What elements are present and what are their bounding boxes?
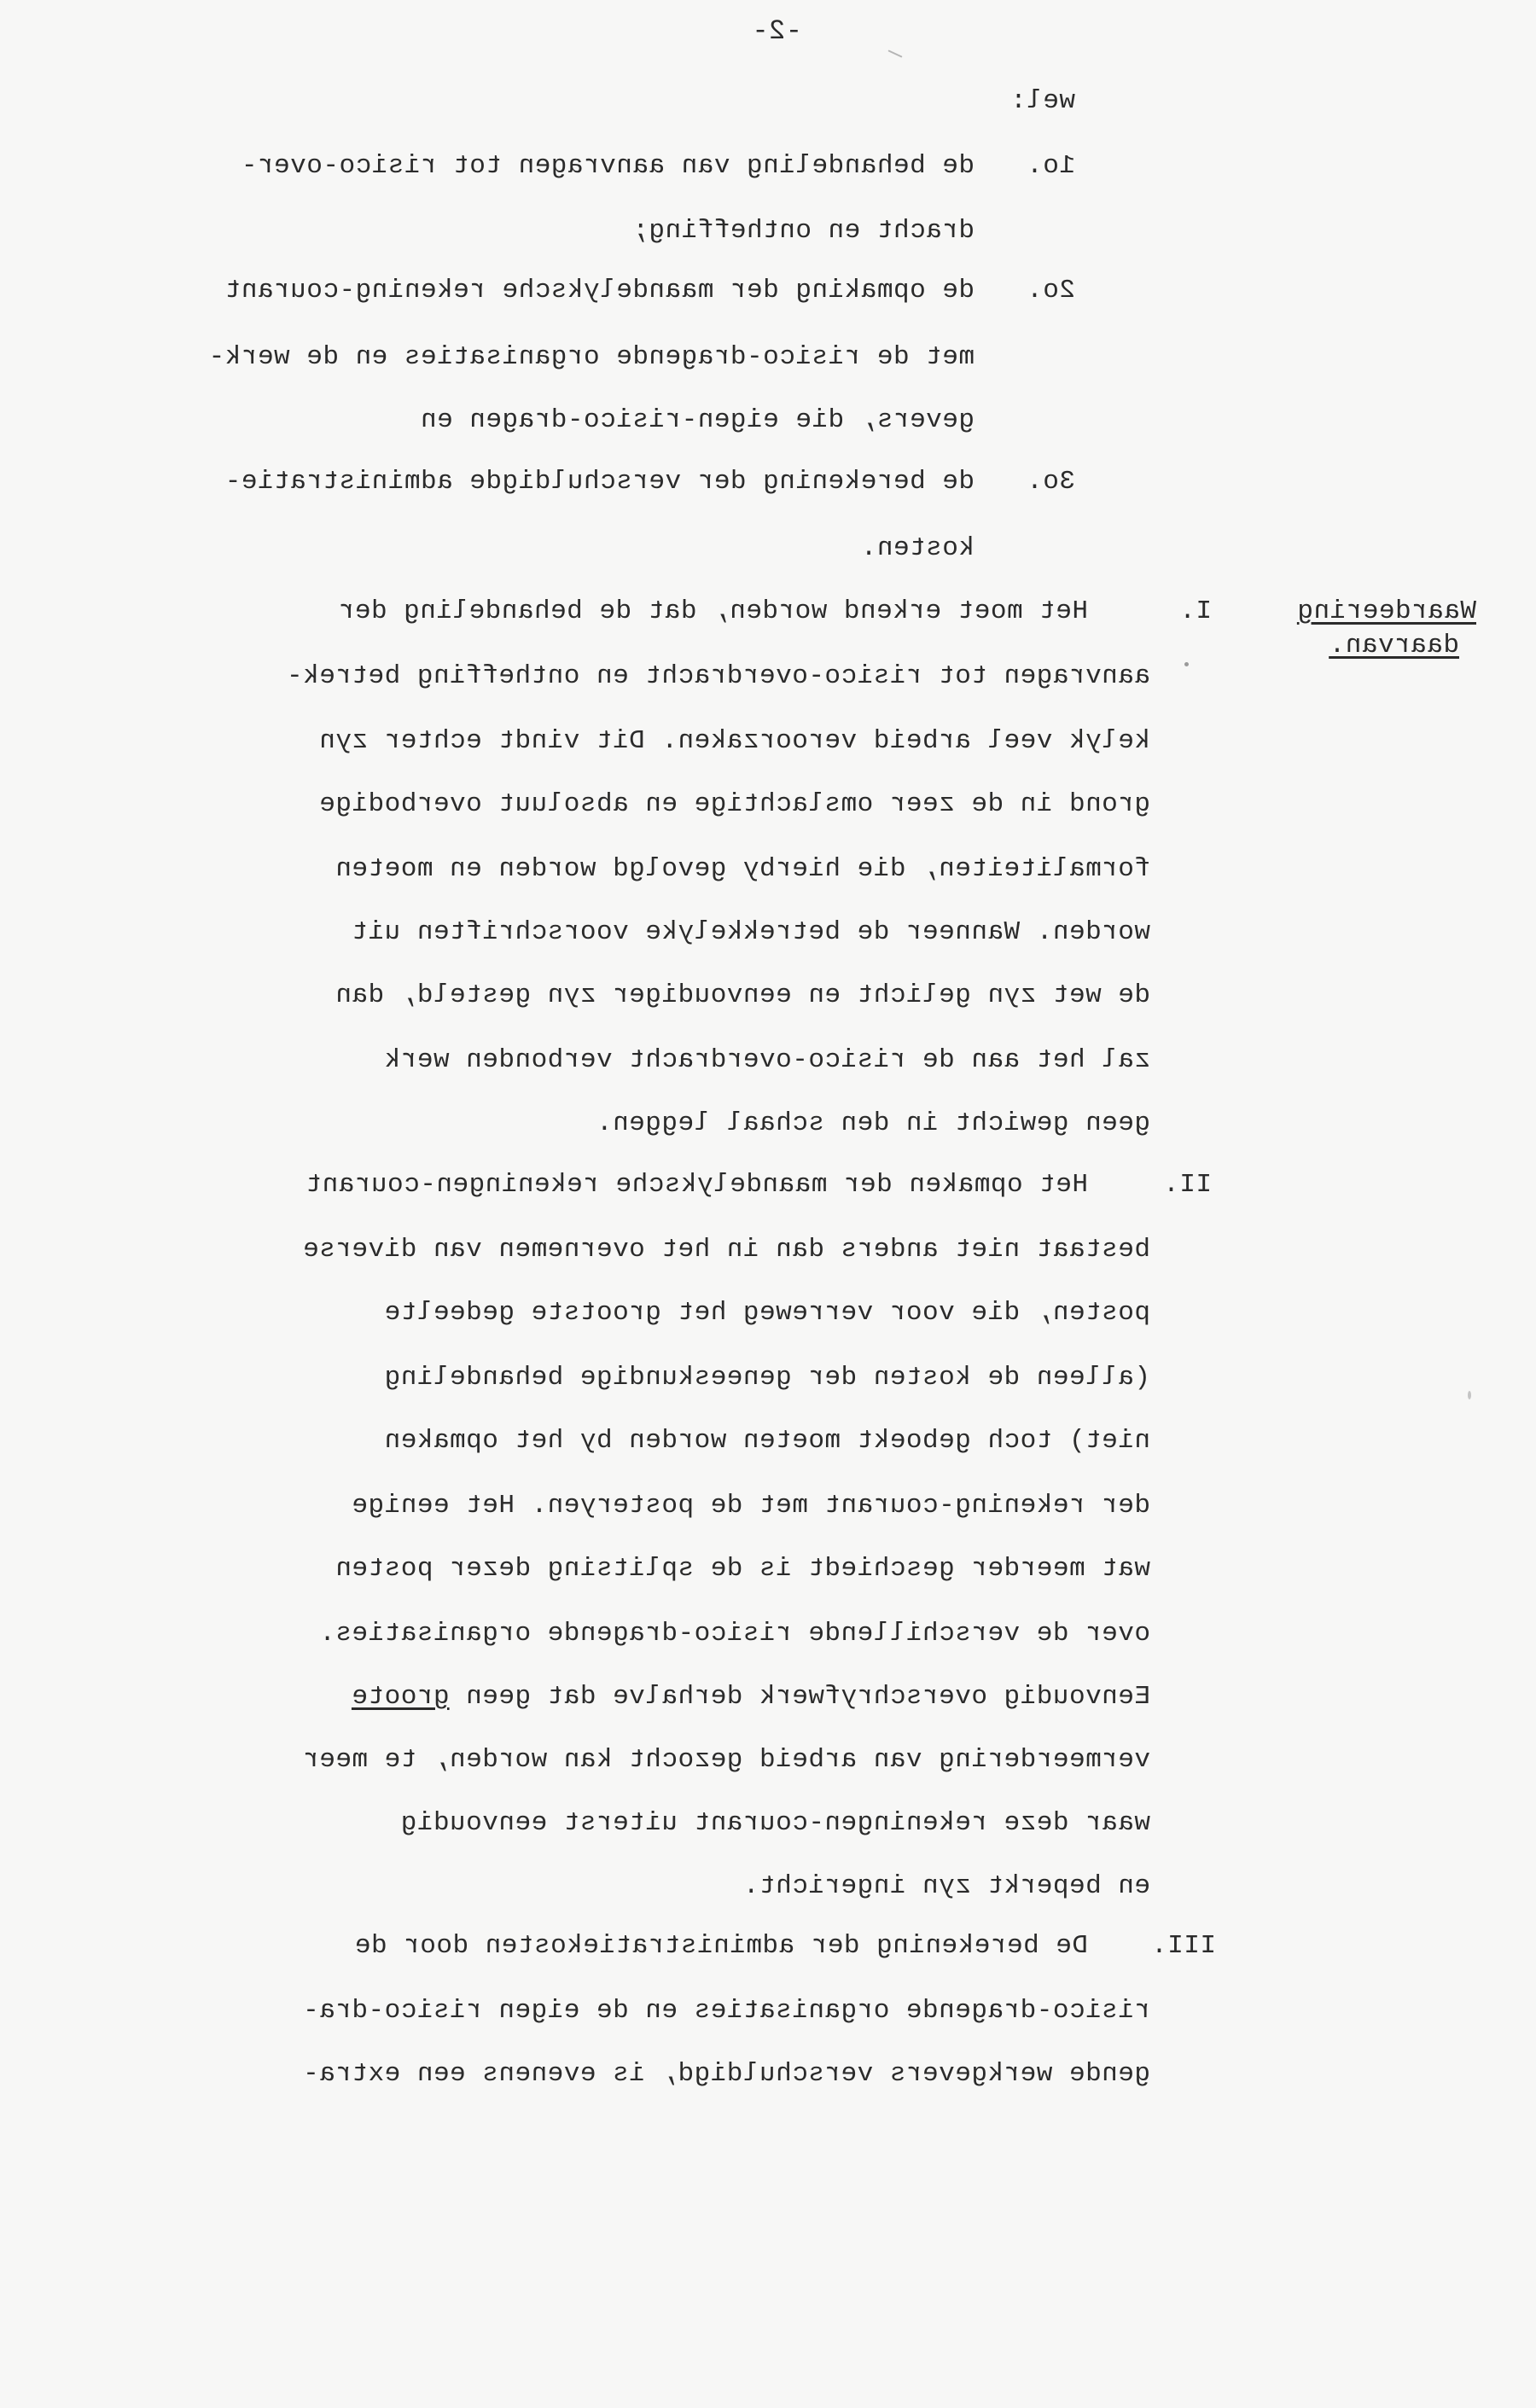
section-line: gende werkgevers verschuldigd, is evenens een extra-: [302, 2059, 1150, 2089]
section-line: [352, 1683, 1150, 1712]
section-line: De berekening der administratiekosten door de: [354, 1931, 1088, 1961]
section-line: vermeerdering van arbeid gezocht kan worden, te meer: [302, 1745, 1150, 1775]
page-number: -2-: [751, 15, 802, 47]
scan-speck: [1184, 662, 1189, 666]
section-line: kelyk veel arbeid veroorzaken. Dit vindt echter zyn: [318, 726, 1150, 756]
list-item-line: de behandeling van aanvragen tot risico-over-: [241, 151, 975, 181]
section-line: zal het aan de risico-overdracht verbonden werk: [384, 1045, 1150, 1075]
list-item-number: 3o.: [1026, 467, 1075, 497]
section-line: de wet zyn gelicht en eenvoudiger zyn gesteld, dan: [335, 980, 1150, 1010]
section-line: over de verschillende risico-dragende organisaties.: [318, 1619, 1150, 1649]
list-item-number: 2o.: [1026, 276, 1075, 305]
section-line: wat meerder geschiedt is de splitsing dezer posten: [335, 1554, 1150, 1584]
list-item-line: met de risico-dragende organisaties en de werk-: [208, 342, 975, 372]
section-line: risico-dragende organisaties en de eigen risico-dra-: [302, 1996, 1150, 2026]
margin-heading-line2: daarvan.: [1329, 631, 1459, 660]
section-line-text: Eenvoudig overschryfwerk derhalve dat geen: [449, 1682, 1150, 1712]
section-line: Het opmaken der maandelyksche rekeningen-courant: [305, 1170, 1088, 1200]
section-line: der rekening-courant met de posteryen. Het eenige: [351, 1491, 1150, 1521]
intro-text: wel:: [1009, 86, 1075, 116]
section-line: formaliteiten, die hierby gevolgd worden en moeten: [335, 854, 1150, 884]
section-line: aanvragen tot risico-overdracht en ontheffing betrek-: [286, 661, 1150, 691]
section-line: worden. Wanneer de betrekkelyke voorschriften uit: [351, 917, 1150, 947]
margin-heading-line1: Waardeering: [1296, 596, 1476, 626]
section-line: (alleen de kosten der geneeskundige behandeling: [384, 1363, 1150, 1393]
underlined-word: groote: [351, 1682, 450, 1712]
section-line: waar deze rekeningen-courant uiterst eenvoudig: [400, 1808, 1150, 1838]
section-line: niet) toch geboekt moeten worden by het opmaken: [384, 1426, 1150, 1456]
section-number: II.: [1162, 1170, 1212, 1200]
section-number: I.: [1178, 596, 1212, 626]
list-item-line: gevers, die eigen-risico-dragen en: [420, 405, 975, 435]
section-line: posten, die voor verreweg het grootste gedeelte: [384, 1298, 1150, 1328]
section-line: grond in de zeer omslachtige en absoluut overbodige: [318, 789, 1150, 819]
scan-speck: [1468, 1391, 1471, 1399]
list-item-line: kosten.: [860, 533, 975, 563]
section-line: bestaat niet anders dan in het overnemen van diverse: [302, 1235, 1150, 1265]
list-item-line: de opmaking der maandelyksche rekening-courant: [224, 276, 975, 305]
section-line: en beperkt zyn ingericht.: [742, 1871, 1150, 1901]
section-number: III.: [1150, 1931, 1216, 1961]
list-item-number: 1o.: [1026, 151, 1075, 181]
section-line: geen gewicht in den schaal leggen.: [596, 1108, 1150, 1138]
list-item-line: dracht en ontheffing;: [631, 216, 975, 246]
section-line: Het moet erkend worden, dat de behandeling der: [338, 596, 1088, 626]
list-item-line: de berekening der verschuldigde administratie-: [224, 467, 975, 497]
